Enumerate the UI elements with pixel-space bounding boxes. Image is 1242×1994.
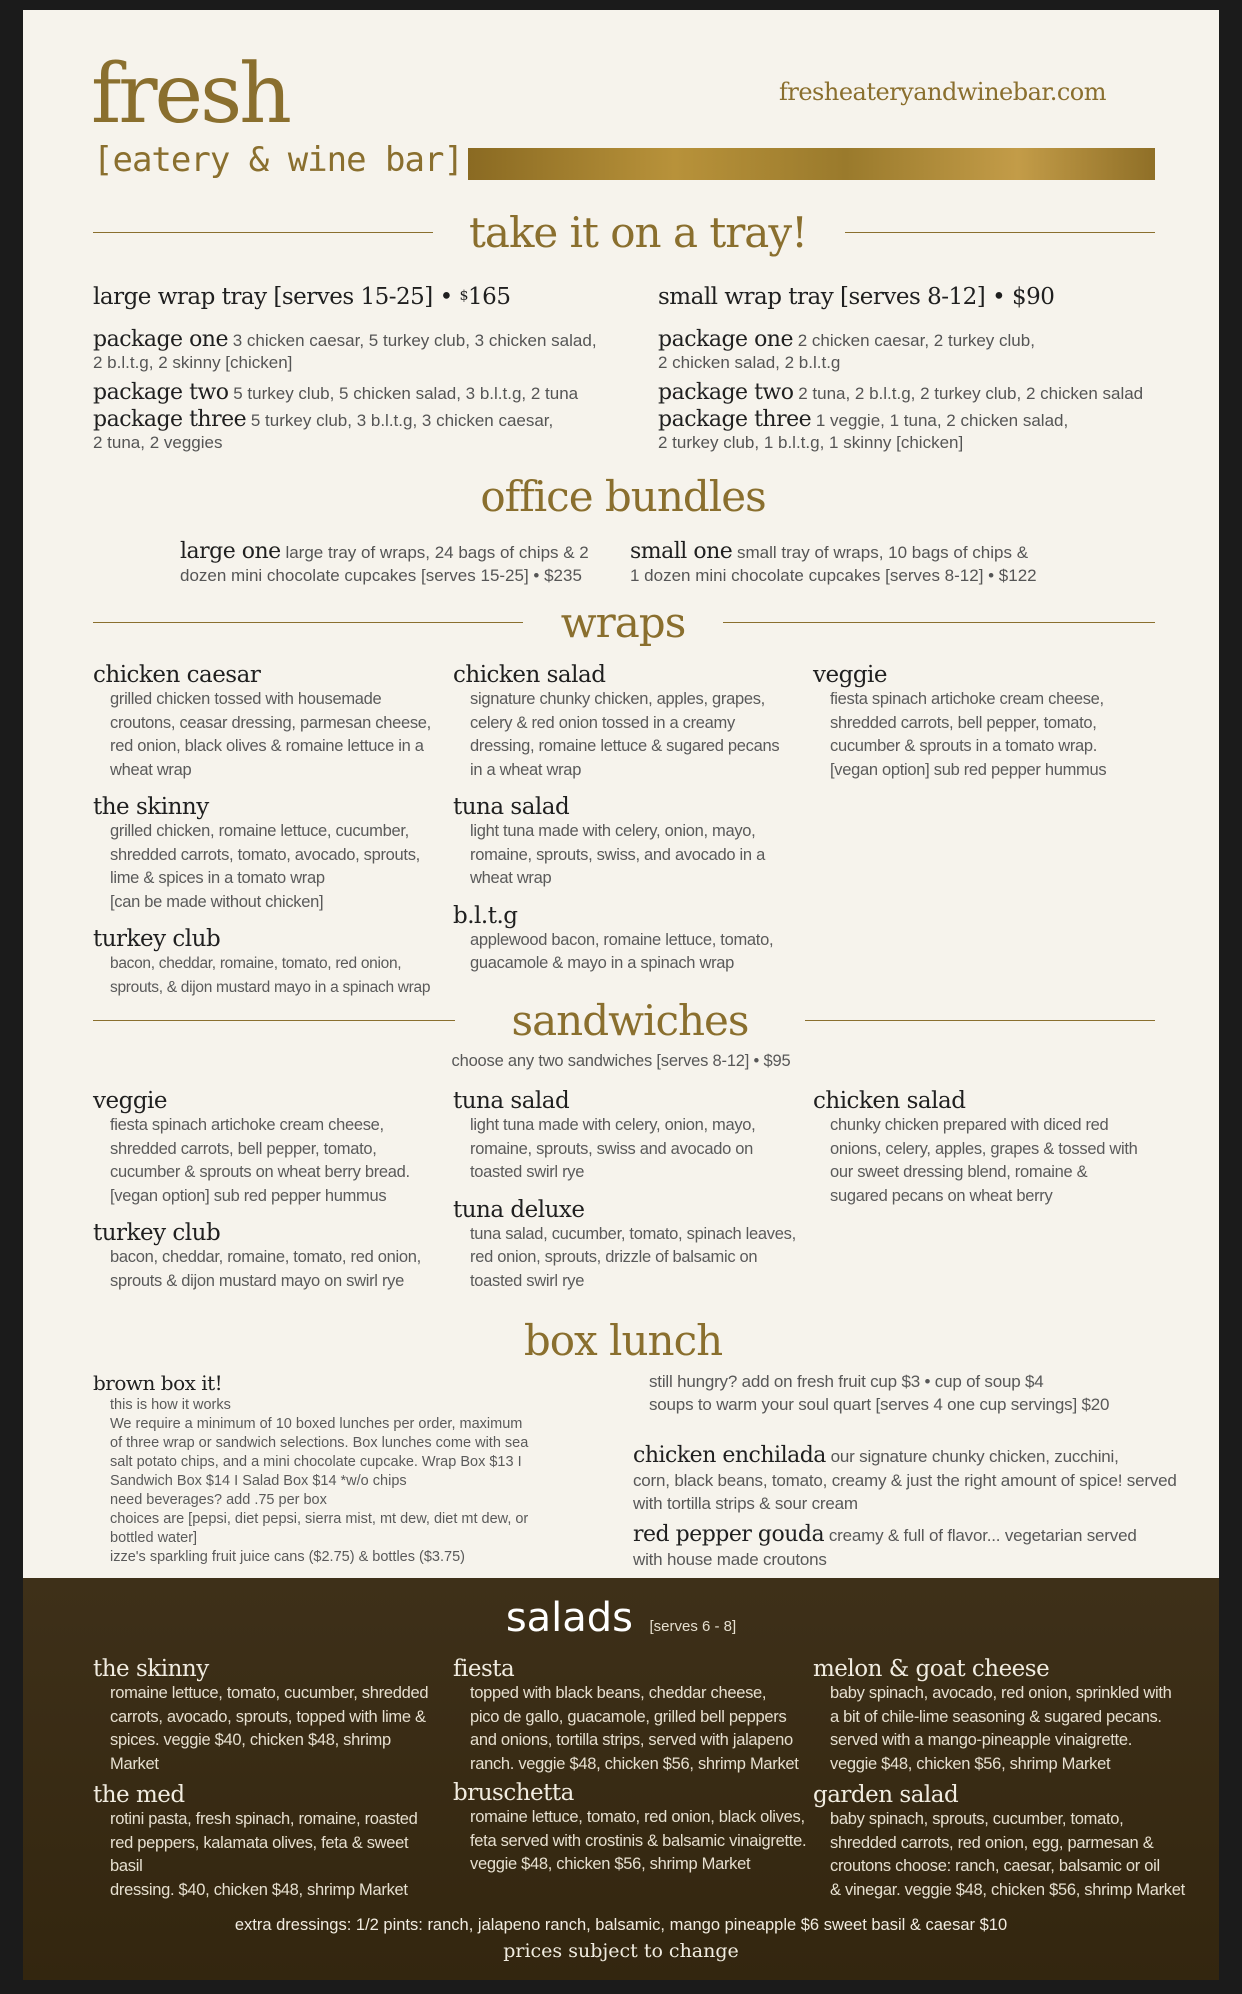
package-item: package three 5 turkey club, 3 b.l.t.g, 3 chicken caesar,	[93, 407, 554, 432]
section-title-bundles: office bundles	[480, 472, 766, 521]
package-item-cont: 2 tuna, 2 veggies	[93, 433, 223, 452]
menu-item-desc: fiesta spinach artichoke cream cheese, shredded carrots, bell pepper, tomato, cucumber & sprouts on wheat berry bread. [vegan option] sub red pepper hummus	[110, 1116, 410, 1205]
divider	[93, 232, 433, 233]
menu-item-desc: applewood bacon, romaine lettuce, tomato, guacamole & mayo in a spinach wrap	[470, 930, 774, 972]
package-item: package two 2 tuna, 2 b.l.t.g, 2 turkey club, 2 chicken salad	[658, 380, 1144, 405]
salads-col-1	[93, 1656, 443, 1902]
menu-item-name: the skinny	[93, 1656, 209, 1682]
large-tray-packages	[93, 328, 613, 455]
section-title-sandwiches: sandwiches	[511, 996, 749, 1045]
menu-item-name: brown box it!	[93, 1371, 223, 1395]
menu-item-desc: baby spinach, avocado, red onion, sprinkled with a bit of chile-lime seasoning & sugared pecans. served with a mango-pineapple vinaigrette. veggie $48, chicken $56, shrimp Market	[830, 1684, 1172, 1773]
menu-item-desc: grilled chicken, romaine lettuce, cucumber, shredded carrots, tomato, avocado, sprouts, lime & spices in a tomato wrap [can be made without chicken]	[110, 822, 420, 911]
menu-item-name: fiesta	[453, 1656, 515, 1682]
menu-item-name: the med	[93, 1782, 185, 1808]
menu-item-name: bruschetta	[453, 1780, 574, 1806]
menu-item-desc: topped with black beans, cheddar cheese, pico de gallo, guacamole, grilled bell peppers and onions, tortilla strips, served with jalapeno ranch. veggie $48, chicken $56, shrimp Market	[470, 1684, 799, 1773]
menu-item-name: tuna deluxe	[453, 1196, 585, 1223]
salads-serves: [serves 6 - 8]	[649, 1618, 737, 1635]
menu-item-name: melon & goat cheese	[813, 1656, 1050, 1682]
menu-item-desc: fiesta spinach artichoke cream cheese, shredded carrots, bell pepper, tomato, cucumber & sprouts in a tomato wrap. [vegan option] sub red pepper hummus	[830, 690, 1107, 779]
soups: chicken enchilada our signature chunky chicken, zucchini, corn, black beans, tomato, creamy & just the right amount of spice! served with tortilla strips & sour cream red pepper gouda creamy & full of flavor... vegetarian served with house made croutons	[633, 1444, 1213, 1571]
small-tray-heading: small wrap tray [serves 8-12] • $90	[658, 284, 1055, 310]
website-link[interactable]: fresheateryandwinebar.com	[779, 78, 1107, 106]
menu-item-desc: signature chunky chicken, apples, grapes, celery & red onion tossed in a creamy dressing, romaine lettuce & sugared pecans in a wheat wrap	[470, 690, 780, 779]
large-tray-heading	[93, 284, 510, 310]
prices-note: prices subject to change	[503, 1940, 739, 1962]
sandwiches-subtitle: choose any two sandwiches [serves 8-12] • $95	[451, 1052, 791, 1070]
menu-item-desc: rotini pasta, fresh spinach, romaine, roasted red peppers, kalamata olives, feta & sweet basil dressing. $40, chicken $48, shrimp Market	[110, 1810, 418, 1899]
menu-item-name: tuna salad	[453, 1088, 570, 1114]
sandwiches-col-1	[93, 1088, 443, 1293]
salads-band	[23, 1578, 1219, 1980]
menu-item-name: veggie	[813, 662, 888, 688]
menu-item-desc: baby spinach, sprouts, cucumber, tomato, shredded carrots, red onion, egg, parmesan & croutons choose: ranch, caesar, balsamic or oil & vinegar. veggie $48, chicken $56, shrimp Market	[830, 1810, 1185, 1899]
brown-box	[93, 1370, 613, 1567]
bundle-small: small one small tray of wraps, 10 bags of chips & 1 dozen mini chocolate cupcakes [serves 8-12] • $122	[630, 539, 1037, 585]
bundle-large: large one large tray of wraps, 24 bags of chips & 2 dozen mini chocolate cupcakes [serves 15-25] • $235	[180, 539, 589, 585]
divider	[93, 1020, 455, 1021]
package-item-cont: 2 chicken salad, 2 b.l.t.g	[658, 353, 841, 372]
menu-item-desc: tuna salad, cucumber, tomato, spinach leaves, red onion, sprouts, drizzle of balsamic on toasted swirl rye	[470, 1224, 796, 1290]
sandwiches-col-2	[453, 1088, 803, 1293]
divider	[805, 1020, 1155, 1021]
menu-item-name: turkey club	[93, 1220, 221, 1246]
menu-item-name: veggie	[93, 1088, 168, 1114]
section-title-wraps: wraps	[560, 598, 686, 647]
salads-heading	[23, 1595, 1219, 1641]
large-tray-label: large wrap tray [serves 15-25] •	[93, 284, 460, 310]
menu-item-name: b.l.t.g	[453, 902, 518, 929]
menu-item-desc: light tuna made with celery, onion, mayo, romaine, sprouts, swiss and avocado on toasted swirl rye	[470, 1116, 756, 1181]
small-tray-packages	[658, 328, 1198, 455]
extra-dressings: extra dressings: 1/2 pints: ranch, jalapeno ranch, balsamic, mango pineapple $6 sweet basil & caesar $10	[234, 1916, 1008, 1934]
menu-item-name: garden salad	[813, 1782, 959, 1808]
package-item-cont: 2 b.l.t.g, 2 skinny [chicken]	[93, 353, 293, 372]
brown-box-details: this is how it works We require a minimum of 10 boxed lunches per order, maximum of three wrap or sandwich selections. Box lunches come with sea salt potato chips, and a mini chocolate cupcake. Wrap Box $13 I Sandwich Box $14 I Salad Box $14 *w/o chips need beverages? add .75 per box choices are [pepsi, diet pepsi, sierra mist, mt dew, diet mt dew, or bottled water] izze's sparkling fruit juice cans ($2.75) & bottles ($3.75)	[110, 1397, 529, 1565]
salads-col-2	[453, 1656, 813, 1877]
package-item: package three 1 veggie, 1 tuna, 2 chicken salad,	[658, 407, 1069, 432]
menu-item-desc: romaine lettuce, tomato, red onion, black olives, feta served with crostinis & balsamic vinaigrette. veggie $48, chicken $56, shrimp Market	[470, 1808, 807, 1873]
menu-item-name: chicken caesar	[93, 662, 261, 688]
menu-item-desc: bacon, cheddar, romaine, tomato, red onion, sprouts & dijon mustard mayo on swirl rye	[110, 1248, 421, 1290]
package-item: package two 5 turkey club, 5 chicken salad, 3 b.l.t.g, 2 tuna	[93, 380, 579, 405]
tagline: [eatery & wine bar]	[93, 140, 463, 180]
menu-item-name: chicken salad	[453, 662, 606, 688]
price-currency: $	[459, 288, 469, 304]
add-on-note: still hungry? add on fresh fruit cup $3 • cup of soup $4 soups to warm your soul quart [serves 4 one cup servings] $20	[649, 1372, 1110, 1414]
menu-item-desc: light tuna made with celery, onion, mayo, romaine, sprouts, swiss, and avocado in a wheat wrap	[470, 822, 765, 887]
divider	[845, 232, 1155, 233]
soup-item: red pepper gouda creamy & full of flavor... vegetarian served	[633, 1522, 1137, 1547]
menu-item-desc: chunky chicken prepared with diced red onions, celery, apples, grapes & tossed with our sweet dressing blend, romaine & sugared pecans on wheat berry	[830, 1116, 1138, 1205]
package-item: package one 3 chicken caesar, 5 turkey club, 3 chicken salad,	[93, 327, 597, 352]
package-item: package one 2 chicken caesar, 2 turkey club,	[658, 327, 1035, 352]
menu-item-desc: bacon, cheddar, romaine, tomato, red onion, sprouts, & dijon mustard mayo in a spinach wrap	[110, 955, 431, 996]
wraps-col-2	[453, 662, 803, 976]
menu-page	[23, 10, 1219, 1980]
divider	[723, 622, 1155, 623]
gold-banner	[468, 148, 1155, 180]
soup-item: chicken enchilada our signature chunky chicken, zucchini,	[633, 1443, 1119, 1468]
menu-item-desc: grilled chicken tossed with housemade croutons, ceasar dressing, parmesan cheese, red onion, black olives & romaine lettuce in a wheat wrap	[110, 690, 431, 779]
sandwiches-col-3	[813, 1088, 1203, 1208]
package-item-cont: 2 turkey club, 1 b.l.t.g, 1 skinny [chicken]	[658, 433, 964, 452]
menu-item-name: turkey club	[93, 926, 221, 952]
section-title-tray: take it on a tray!	[469, 208, 807, 257]
logo: fresh	[91, 47, 289, 142]
section-title-box-lunch: box lunch	[523, 1316, 723, 1365]
menu-item-name: tuna salad	[453, 794, 570, 820]
large-tray-price: 165	[468, 284, 511, 310]
wraps-col-1	[93, 662, 443, 999]
menu-item-name: the skinny	[93, 794, 209, 820]
wraps-col-3	[813, 662, 1203, 782]
divider	[93, 622, 523, 623]
section-title-salads: salads	[505, 1595, 634, 1641]
menu-item-desc: romaine lettuce, tomato, cucumber, shredded carrots, avocado, sprouts, topped with lime & spices. veggie $40, chicken $48, shrimp Market	[110, 1684, 429, 1773]
salads-col-3	[813, 1656, 1213, 1902]
menu-item-name: chicken salad	[813, 1088, 966, 1114]
